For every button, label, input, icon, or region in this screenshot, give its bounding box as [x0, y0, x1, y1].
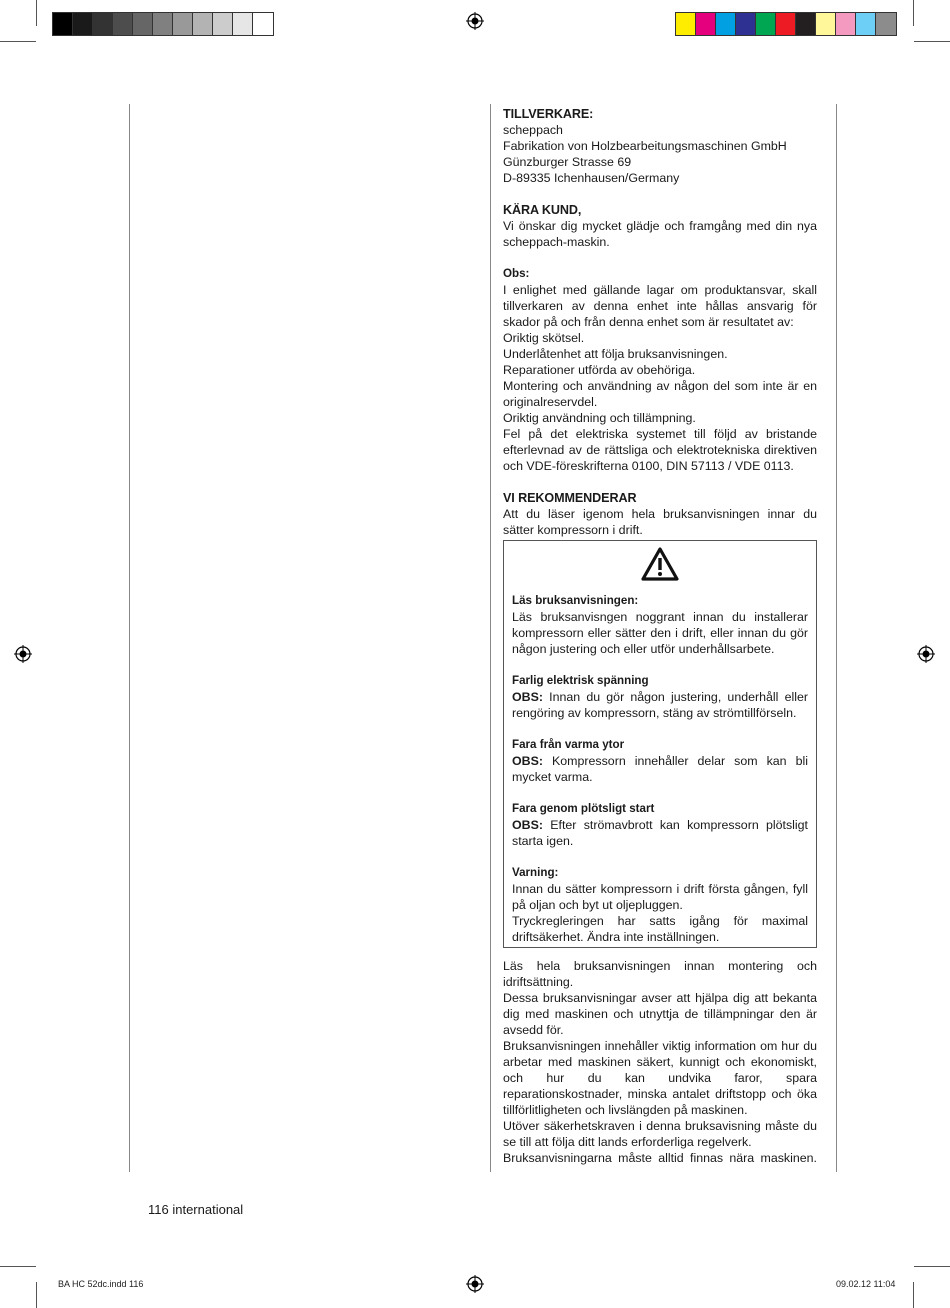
- note-item: Reparationer utförda av obehöriga.: [503, 363, 696, 377]
- closing-paragraph: Bruksanvisningarna måste alltid finnas nära maskinen.: [503, 1151, 817, 1165]
- color-swatch: [53, 13, 73, 35]
- crop-mark: [913, 0, 914, 26]
- obs-label: OBS:: [512, 754, 543, 768]
- manufacturer-line: Fabrikation von Holzbearbeitungsmaschinen GmbH: [503, 139, 787, 153]
- crop-mark: [36, 1282, 37, 1308]
- closing-paragraph: Dessa bruksanvisningar avser att hjälpa dig att bekanta dig med maskinen och utnyttja de tillämpningar den är avsedd för.: [503, 991, 817, 1037]
- color-swatch: [153, 13, 173, 35]
- caution-text: Innan du sätter kompressorn i drift första gången, fyll på oljan och byt ut oljepluggen.: [512, 882, 808, 912]
- closing-paragraph: Bruksanvisningen innehåller viktig information om hur du arbetar med maskinen säkert, kunnigt och ekonomiskt, och hur du kan undvika faror, spara reparationskostnader, minska antalet driftstopp och öka tillförlitligheten och livslängden på maskinen.: [503, 1039, 817, 1117]
- manufacturer-line: scheppach: [503, 123, 563, 137]
- page-footer: 116 international: [148, 1202, 244, 1217]
- gray-color-bar: [52, 12, 274, 36]
- crop-mark: [913, 1282, 914, 1308]
- note-item: Oriktig användning och tillämpning.: [503, 411, 696, 425]
- hot-surface-heading: Fara från varma ytor: [512, 738, 625, 751]
- color-swatch: [193, 13, 213, 35]
- process-color-bar: [675, 12, 897, 36]
- manufacturer-heading: TILLVERKARE:: [503, 107, 594, 121]
- electric-paragraph: [512, 689, 808, 721]
- color-swatch: [796, 13, 816, 35]
- note-item: Underlåtenhet att följa bruksanvisningen.: [503, 347, 728, 361]
- color-swatch: [716, 13, 736, 35]
- slug-date: 09.02.12 11:04: [836, 1279, 896, 1289]
- crop-mark: [914, 41, 950, 42]
- note-item: Montering och användning av någon del som inte är en originalreservdel.: [503, 379, 817, 409]
- sudden-start-paragraph: [512, 817, 808, 849]
- color-swatch: [253, 13, 273, 35]
- obs-label: OBS:: [512, 818, 543, 832]
- column-rule-left: [129, 104, 130, 1172]
- crop-mark: [0, 1266, 36, 1267]
- color-swatch: [776, 13, 796, 35]
- read-manual-heading: Läs bruksanvisningen:: [512, 594, 639, 607]
- dear-customer-heading: KÄRA KUND,: [503, 203, 582, 217]
- color-swatch: [816, 13, 836, 35]
- crop-mark: [0, 41, 36, 42]
- color-swatch: [93, 13, 113, 35]
- color-swatch: [676, 13, 696, 35]
- sudden-start-heading: Fara genom plötsligt start: [512, 802, 655, 815]
- color-swatch: [173, 13, 193, 35]
- safety-warning-box: [503, 540, 817, 948]
- color-swatch: [213, 13, 233, 35]
- note-item: Fel på det elektriska systemet till följd av bristande efterlevnad av de rättsliga och elektrotekniska direktiven och VDE-föreskrifterna 0100, DIN 57113 / VDE 0113.: [503, 427, 817, 473]
- electric-heading: Farlig elektrisk spänning: [512, 674, 649, 687]
- warning-triangle-icon: [641, 547, 679, 581]
- color-swatch: [73, 13, 93, 35]
- caution-heading: Varning:: [512, 866, 559, 879]
- note-heading: Obs:: [503, 267, 530, 280]
- recommend-text: Att du läser igenom hela bruksanvisningen innar du sätter kompressorn i drift.: [503, 507, 817, 537]
- registration-mark-icon: [917, 645, 935, 663]
- registration-mark-icon: [14, 645, 32, 663]
- dear-customer-text: Vi önskar dig mycket glädje och framgång med din nya scheppach-maskin.: [503, 219, 817, 249]
- color-swatch: [736, 13, 756, 35]
- slug-filename: BA HC 52dc.indd 116: [58, 1279, 144, 1289]
- note-item: Oriktig skötsel.: [503, 331, 585, 345]
- column-rule-right: [836, 104, 837, 1172]
- manufacturer-line: D-89335 Ichenhausen/Germany: [503, 171, 680, 185]
- hot-surface-paragraph: [512, 753, 808, 785]
- read-manual-text: Läs bruksanvisngen noggrant innan du installerar kompressorn eller sätter den i drift, eller innan du gör någon justering och eller utför underhållsarbete.: [512, 610, 808, 656]
- sudden-start-text: Efter strömavbrott kan kompressorn plötsligt starta igen.: [512, 818, 808, 848]
- recommend-heading: VI REKOMMENDERAR: [503, 491, 637, 505]
- color-swatch: [133, 13, 153, 35]
- electric-text: Innan du gör någon justering, underhåll eller rengöring av kompressorn, stäng av strömtillförseln.: [512, 690, 808, 720]
- crop-mark: [36, 0, 37, 26]
- column-rule-middle: [490, 104, 491, 1172]
- color-swatch: [756, 13, 776, 35]
- crop-mark: [914, 1266, 950, 1267]
- color-swatch: [856, 13, 876, 35]
- closing-paragraph: Läs hela bruksanvisningen innan montering och idriftsättning.: [503, 959, 817, 989]
- closing-paragraph: Utöver säkerhetskraven i denna bruksavisning måste du se till att följa ditt lands erforderliga regelverk.: [503, 1119, 817, 1149]
- color-swatch: [836, 13, 856, 35]
- hot-surface-text: Kompressorn innehåller delar som kan bli mycket varma.: [512, 754, 808, 784]
- text-column: [503, 106, 817, 1166]
- obs-label: OBS:: [512, 690, 543, 704]
- color-swatch: [113, 13, 133, 35]
- note-intro: I enlighet med gällande lagar om produktansvar, skall tillverkaren av denna enhet inte hållas ansvarig för skador på och från denna enhet som är resultatet av:: [503, 283, 817, 329]
- caution-text: Tryckregleringen har satts igång för maximal driftsäkerhet. Ändra inte inställningen.: [512, 914, 808, 944]
- registration-mark-icon: [466, 1275, 484, 1293]
- manufacturer-line: Günzburger Strasse 69: [503, 155, 632, 169]
- color-swatch: [696, 13, 716, 35]
- color-swatch: [876, 13, 896, 35]
- color-swatch: [233, 13, 253, 35]
- registration-mark-icon: [466, 12, 484, 30]
